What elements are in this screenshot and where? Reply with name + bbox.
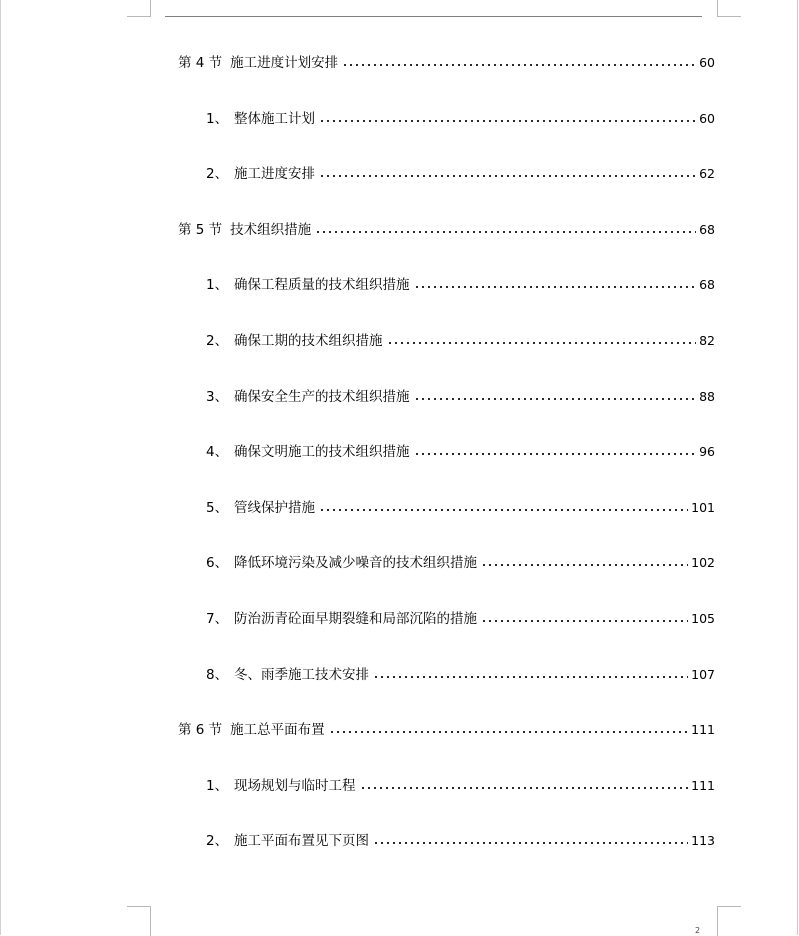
toc-page-number: 102 <box>691 555 715 570</box>
toc-page-number: 60 <box>699 55 715 70</box>
toc-item-number: 1、 <box>206 111 229 127</box>
toc-page-number: 111 <box>691 778 715 793</box>
toc-entry-title: 确保文明施工的技术组织措施 <box>234 444 410 460</box>
toc-page-number: 82 <box>699 333 715 348</box>
toc-page-number: 107 <box>691 667 715 682</box>
toc-dot-leader <box>319 119 696 123</box>
toc-entry-title: 防治沥青砼面早期裂缝和局部沉陷的措施 <box>234 611 477 627</box>
toc-dot-leader <box>342 63 696 67</box>
toc-entry[interactable] <box>206 332 715 350</box>
toc-dot-leader <box>481 619 688 623</box>
toc-dot-leader <box>373 675 688 679</box>
toc-entry-section-4[interactable] <box>178 54 715 72</box>
toc-item-number: 2、 <box>206 833 229 849</box>
toc-page-number: 111 <box>691 722 715 737</box>
toc-entry[interactable] <box>206 832 715 850</box>
toc-entry-title: 整体施工计划 <box>234 111 315 127</box>
toc-item-number: 8、 <box>206 667 229 683</box>
toc-page-number: 88 <box>699 389 715 404</box>
toc-dot-leader <box>315 230 696 234</box>
toc-entry-title: 确保工程质量的技术组织措施 <box>234 277 410 293</box>
toc-dot-leader <box>319 174 696 178</box>
toc-entry-title: 管线保护措施 <box>234 500 315 516</box>
toc-dot-leader <box>414 285 697 289</box>
toc-entry-title: 施工进度安排 <box>234 166 315 182</box>
toc-entry[interactable] <box>206 110 715 128</box>
toc-page-number: 68 <box>699 277 715 292</box>
toc-page-number: 68 <box>699 222 715 237</box>
toc-page-number: 96 <box>699 444 715 459</box>
toc-entry[interactable] <box>206 165 715 183</box>
toc-item-number: 6、 <box>206 555 229 571</box>
toc-item-number: 2、 <box>206 166 229 182</box>
toc-entry-title: 现场规划与临时工程 <box>234 778 356 794</box>
toc-item-number: 1、 <box>206 277 229 293</box>
toc-page-number: 62 <box>699 166 715 181</box>
toc-entry-title: 降低环境污染及减少噪音的技术组织措施 <box>234 555 477 571</box>
toc-page-number: 113 <box>691 833 715 848</box>
toc-page-number: 105 <box>691 611 715 626</box>
toc-entry[interactable] <box>206 499 715 517</box>
toc-entry-title: 确保工期的技术组织措施 <box>234 333 383 349</box>
toc-entry[interactable] <box>206 443 715 461</box>
toc-entry-title: 确保安全生产的技术组织措施 <box>234 389 410 405</box>
toc-page-number: 60 <box>699 111 715 126</box>
toc-entry-title: 施工平面布置见下页图 <box>234 833 369 849</box>
toc-item-number: 3、 <box>206 389 229 405</box>
toc-item-number: 7、 <box>206 611 229 627</box>
toc-section-number: 第 4 节 <box>178 55 223 71</box>
toc-dot-leader <box>414 397 697 401</box>
toc-dot-leader <box>373 841 688 845</box>
toc-entry-title: 冬、雨季施工技术安排 <box>234 667 369 683</box>
toc-entry[interactable] <box>206 554 715 572</box>
toc-entry[interactable] <box>206 276 715 294</box>
toc-item-number: 2、 <box>206 333 229 349</box>
toc-dot-leader <box>414 452 697 456</box>
toc-entry-title: 施工总平面布置 <box>230 722 325 738</box>
toc-item-number: 5、 <box>206 500 229 516</box>
toc-entry-title: 技术组织措施 <box>230 222 312 238</box>
toc-entry[interactable] <box>206 388 715 406</box>
toc-dot-leader <box>387 341 697 345</box>
toc-section-number: 第 5 节 <box>178 222 223 238</box>
toc-dot-leader <box>329 730 688 734</box>
toc-dot-leader <box>481 563 688 567</box>
toc-item-number: 4、 <box>206 444 229 460</box>
toc-entry-section-6[interactable] <box>178 721 715 739</box>
toc-entry[interactable] <box>206 666 715 684</box>
toc-page-number: 101 <box>691 500 715 515</box>
toc-entry[interactable] <box>206 610 715 628</box>
toc-dot-leader <box>360 786 689 790</box>
toc-dot-leader <box>319 508 688 512</box>
toc-entry-section-5[interactable] <box>178 221 715 239</box>
toc-entry[interactable] <box>206 777 715 795</box>
toc-section-number: 第 6 节 <box>178 722 223 738</box>
toc-item-number: 1、 <box>206 778 229 794</box>
footer-page-number: 2 <box>695 926 701 935</box>
toc-entry-title: 施工进度计划安排 <box>230 55 339 71</box>
